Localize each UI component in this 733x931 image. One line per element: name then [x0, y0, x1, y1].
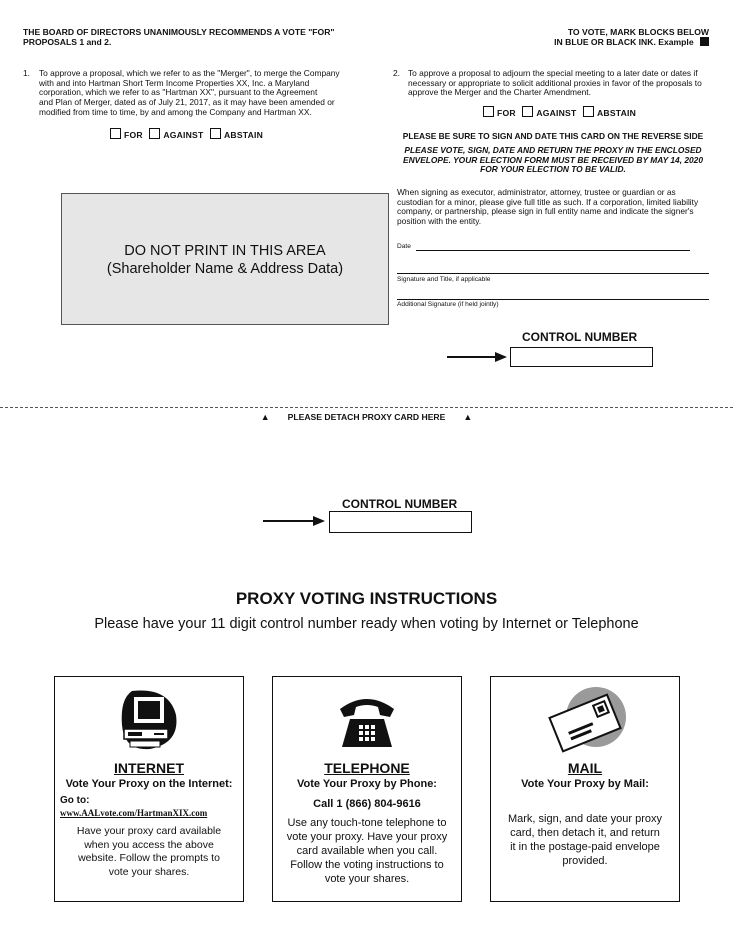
proposal-1-for-checkbox[interactable] — [110, 128, 121, 139]
shareholder-address-area: DO NOT PRINT IN THIS AREA (Shareholder Name & Address Data) — [61, 193, 389, 325]
additional-signature-field[interactable] — [397, 299, 709, 300]
detach-notice: ▲ PLEASE DETACH PROXY CARD HERE ▲ — [260, 412, 473, 422]
proposal-2-against-checkbox[interactable] — [522, 106, 533, 117]
envelope-icon — [540, 685, 630, 755]
return-notice: PLEASE VOTE, SIGN, DATE AND RETURN THE PROXY IN THE ENCLOSED ENVELOPE. YOUR ELECTION FORM MUST BE RECEIVED BY MAY 14, 2020 FOR YOUR ELECTION TO BE VALID. — [402, 145, 703, 175]
right-arrow-icon — [447, 352, 507, 362]
internet-subtitle: Vote Your Proxy on the Internet: — [65, 778, 233, 790]
internet-body: Have your proxy card available when you access the above website. Follow the prompts to vote your shares. — [76, 825, 222, 878]
proposal-2-for-checkbox[interactable] — [483, 106, 494, 117]
control-number-label-stub: CONTROL NUMBER — [342, 497, 458, 511]
telephone-panel — [272, 676, 462, 902]
date-field[interactable] — [416, 250, 690, 251]
internet-url-link[interactable]: www.AALvote.com/HartmanXIX.com — [60, 808, 208, 818]
control-number-box-top[interactable] — [510, 347, 653, 367]
telephone-number[interactable]: Call 1 (866) 804-9616 — [313, 798, 421, 810]
detach-line — [0, 407, 733, 408]
mail-panel — [490, 676, 680, 902]
telephone-icon — [332, 685, 402, 755]
proposal-1-abstain-checkbox[interactable] — [210, 128, 221, 139]
mail-title: MAIL — [567, 760, 603, 776]
internet-goto: Go to: — [60, 795, 90, 806]
signing-note: When signing as executor, administrator, attorney, trustee or guardian or as custodian for a minor, please give full title as such. If a corporation, limited liability company, or partnership, please sign in full entity name and indicate the signer's position with the entity. — [397, 187, 699, 227]
internet-title: INTERNET — [114, 760, 184, 776]
control-number-label-top: CONTROL NUMBER — [522, 330, 638, 344]
up-triangle-icon: ▲ — [463, 412, 473, 422]
computer-icon — [114, 685, 184, 755]
date-label: Date — [397, 243, 411, 250]
proposal-2: 2. To approve a proposal to adjourn the special meeting to a later date or dates if necessary or appropriate to solicit additional proxies in favor of the proposals to approve the Merger and the Charter Amendment. — [393, 68, 702, 98]
right-arrow-icon — [263, 516, 325, 526]
filled-square-icon — [700, 37, 709, 46]
signature-label: Signature and Title, if applicable — [397, 276, 491, 283]
proposal-2-votes: FOR AGAINST ABSTAIN — [483, 106, 636, 118]
board-recommendation: THE BOARD OF DIRECTORS UNANIMOUSLY RECOMMENDS A VOTE "FOR" PROPOSALS 1 and 2. — [23, 27, 335, 47]
mail-subtitle: Vote Your Proxy by Mail: — [521, 778, 649, 790]
telephone-title: TELEPHONE — [324, 760, 410, 776]
proposal-2-abstain-checkbox[interactable] — [583, 106, 594, 117]
proposal-1-against-checkbox[interactable] — [149, 128, 160, 139]
ink-instructions: TO VOTE, MARK BLOCKS BELOW IN BLUE OR BLACK INK. Example — [554, 27, 709, 47]
telephone-body: Use any touch-tone telephone to vote your proxy. Have your proxy card available when you call. Follow the voting instructions to vote your shares. — [286, 817, 448, 885]
proposal-1-votes: FOR AGAINST ABSTAIN — [110, 128, 263, 140]
instructions-title: PROXY VOTING INSTRUCTIONS — [235, 589, 498, 608]
sign-reverse-notice: PLEASE BE SURE TO SIGN AND DATE THIS CARD ON THE REVERSE SIDE — [402, 131, 704, 141]
instructions-subtitle: Please have your 11 digit control number ready when voting by Internet or Telephone — [94, 616, 639, 632]
up-triangle-icon: ▲ — [260, 412, 270, 422]
internet-panel — [54, 676, 244, 902]
telephone-subtitle: Vote Your Proxy by Phone: — [297, 778, 437, 790]
control-number-box-stub[interactable] — [329, 511, 472, 533]
proposal-1: 1. To approve a proposal, which we refer to as the "Merger", to merge the Company with and into Hartman Short Term Income Properties XX, Inc. a Maryland corporation, which we refer to as "Hartman XX", pursuant to the Agreement and Plan of Merger, dated as of July 21, 2017, as it may have been amended or modified from time to time, by and among the Company and Hartman XX. — [23, 68, 340, 117]
signature-field[interactable] — [397, 273, 709, 274]
mail-body: Mark, sign, and date your proxy card, then detach it, and return it in the postage-paid envelope provided. — [507, 813, 663, 867]
additional-signature-label: Additional Signature (if held jointly) — [397, 301, 499, 308]
